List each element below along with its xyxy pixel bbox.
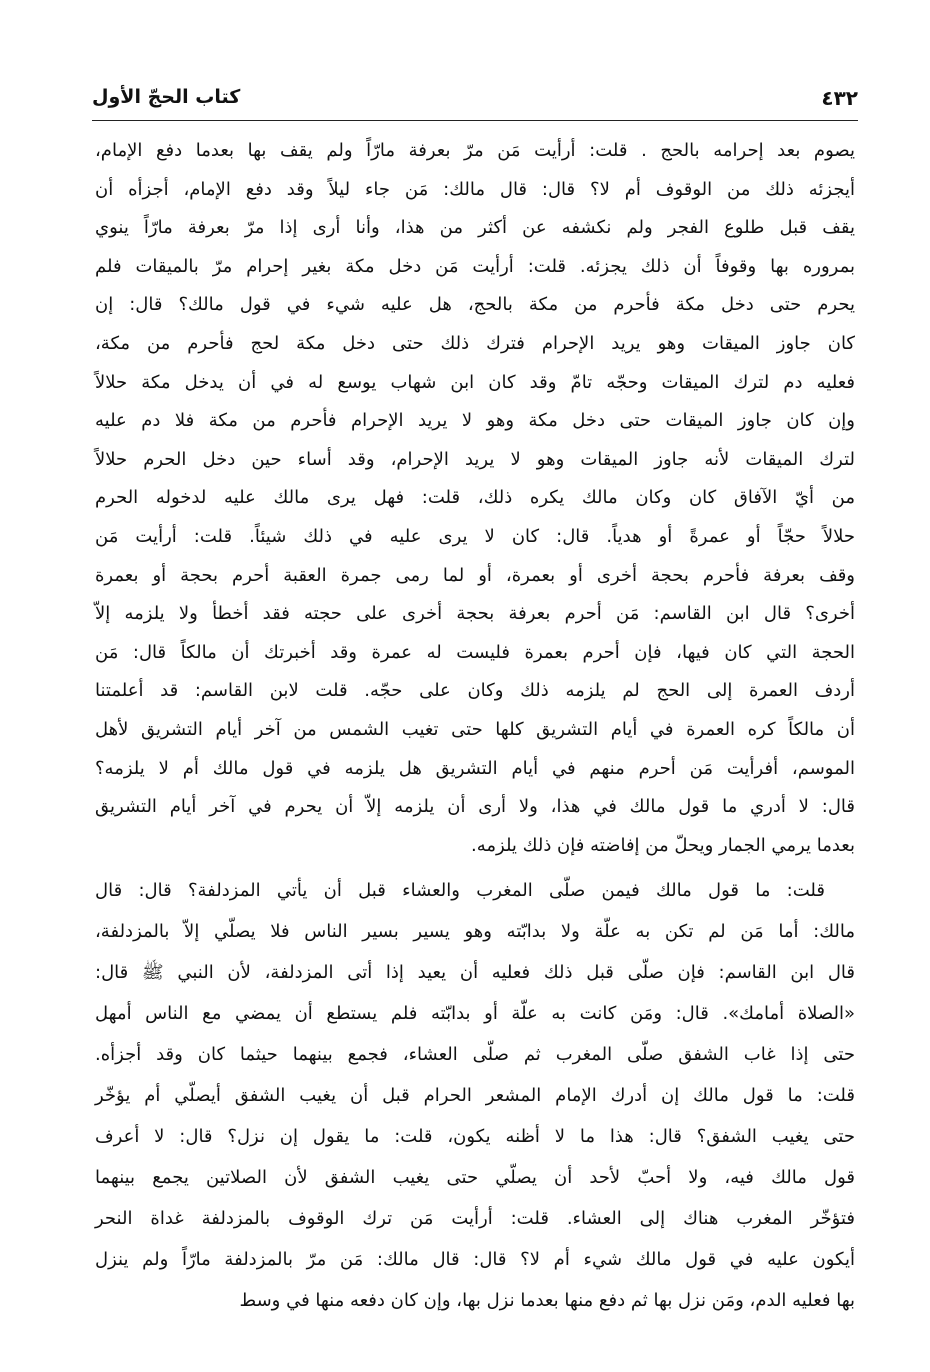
text-line: الحجة التي كان فيها، فإن أحرم بعمرة فليست له عمرة وقد أخبرتك أن مالكاً قال: مَن [95, 641, 855, 663]
text-line: قلت: ما قول مالك فيمن صلّى المغرب والعشاء قبل أن يأتي المزدلفة؟ قال: قال [95, 880, 825, 901]
header-rule [92, 120, 858, 121]
paragraph-2 [95, 870, 855, 1321]
running-title: كتاب الحجّ الأول [92, 86, 241, 108]
text-line: «الصلاة أمامك». قال: ومَن كانت به علّة أو بدابّته فلم يستطع أن يمضي مع الناس أمهل [95, 1003, 855, 1024]
page-number: ٤٣٢ [821, 86, 858, 110]
text-line: قال ابن القاسم: فإن صلّى قبل ذلك فعليه أن يعيد إذا أتى المزدلفة، لأن النبي ﷺ قال: [95, 962, 855, 983]
text-line: حتى إذا غاب الشفق صلّى المغرب ثم صلّى العشاء، فجمع بينهما حيثما كان وقد أجزأه. [95, 1044, 855, 1065]
text-line: حتى يغيب الشفق؟ قال: هذا ما لا أظنه يكون، قلت: ما يقول إن نزل؟ قال: لا أعرف [95, 1126, 855, 1147]
text-line: فعليه دم لترك الميقات وحجّه تامّ وقد كان ابن شهاب يوسع له في أن يدخل مكة حلالاً [95, 371, 855, 393]
text-line: يصوم بعد إحرامه بالحج . قلت: أرأيت مَن مرّ بعرفة مارّاً ولم يقف بها بعدما دفع الإمام، [95, 140, 855, 161]
text-line: أيكون عليه في قول مالك شيء أم لا؟ قال: قال مالك: مَن مرّ بالمزدلفة مارّاً ولم ينزل [95, 1249, 855, 1270]
text-line: أردف العمرة إلى الحج لم يلزمه ذلك وكان على حجّه. قلت لابن القاسم: قد أعلمتنا [95, 680, 855, 702]
text-line: يحرم حتى دخل مكة فأحرم من مكة بالحج، هل عليه شيء في قول مالك؟ قال: إن [95, 294, 855, 316]
paragraph-1 [95, 132, 855, 865]
text-line: بمروره بها وقوفاً أن ذلك يجزئه. قلت: أرأيت مَن دخل مكة بغير إحرام مرّ بالميقات فلم [95, 255, 855, 277]
text-line: من أيّ الآفاق كان وكان مالك يكره ذلك، قلت: فهل يرى مالك عليه لدخوله الحرم [95, 487, 855, 509]
text-line: قلت: ما قول مالك إن أدرك الإمام المشعر الحرام قبل أن يغيب الشفق أيصلّي أم يؤخّر [95, 1085, 855, 1106]
text-line: يقف قبل طلوع الفجر ولم نكشفه عن أكثر من هذا، وأنا أرى إذا مرّ بعرفة مارّاً ينوي [95, 217, 855, 239]
text-line: أخرى؟ قال ابن القاسم: مَن أحرم بعرفة بحجة أخرى على حجته فقد أخطأ ولا يلزمه إلاّ [95, 603, 855, 625]
text-line: بها فعليه الدم، ومَن نزل بها ثم دفع منها بعدما نزل بها، وإن كان دفعه منها في وسط [239, 1290, 855, 1311]
text-line: وإن كان جاوز الميقات حتى دخل مكة وهو لا يريد الإحرام فأحرم من مكة فلا دم عليه [95, 410, 855, 432]
text-line: أيجزئه ذلك من الوقوف أم لا؟ قال: قال مالك: مَن جاء ليلاً وقد دفع الإمام، أجزأه أن [95, 178, 855, 200]
text-line: قال: لا أدري ما قول مالك في هذا، ولا أرى أن يلزمه إلاّ أن يحرم في آخر أيام التشريق [95, 796, 855, 818]
text-line: مالك: أما مَن لم تكن به علّة ولا بدابّته وهو يسير بسير الناس فلا يصلّي إلاّ بالمزدلفة، [95, 921, 855, 942]
text-line: حلالاً حجّاً أو عمرةً أو هدياً. قال: كان لا يرى عليه في ذلك شيئاً. قلت: أرأيت مَن [95, 525, 855, 547]
page-header [92, 80, 858, 120]
text-line: لترك الميقات لأنه جاوز الميقات وهو لا يريد الإحرام، وقد أساء حين دخل الحرم حلالاً [95, 448, 855, 470]
text-line: الموسم، أفرأيت مَن أحرم منهم في أيام التشريق هل يلزمه في قول مالك أم لا يلزمه؟ [95, 757, 855, 779]
text-line: وقف بعرفة فأحرم بحجة أخرى أو بعمرة، أو لما رمى جمرة العقبة أحرم بحجة أو بعمرة [95, 564, 855, 586]
text-line: قول مالك فيه، ولا أحبّ لأحد أن يصلّي حتى يغيب الشفق لأن الصلاتين يجمع بينهما [95, 1167, 855, 1188]
text-line: فتؤخّر المغرب هناك إلى العشاء. قلت: أرأيت مَن ترك الوقوف بالمزدلفة غداة النحر [95, 1208, 855, 1229]
text-line: بعدما يرمي الجمار ويحلّ من إفاضته فإن ذلك يلزمه. [471, 834, 855, 856]
text-line: كان جاوز الميقات وهو يريد الإحرام فترك ذلك حتى دخل مكة لحج فأحرم من مكة، [95, 332, 855, 354]
text-line: أن مالكاً كره العمرة في أيام التشريق كلها حتى تغيب الشمس من آخر أيام التشريق لأهل [95, 718, 855, 740]
